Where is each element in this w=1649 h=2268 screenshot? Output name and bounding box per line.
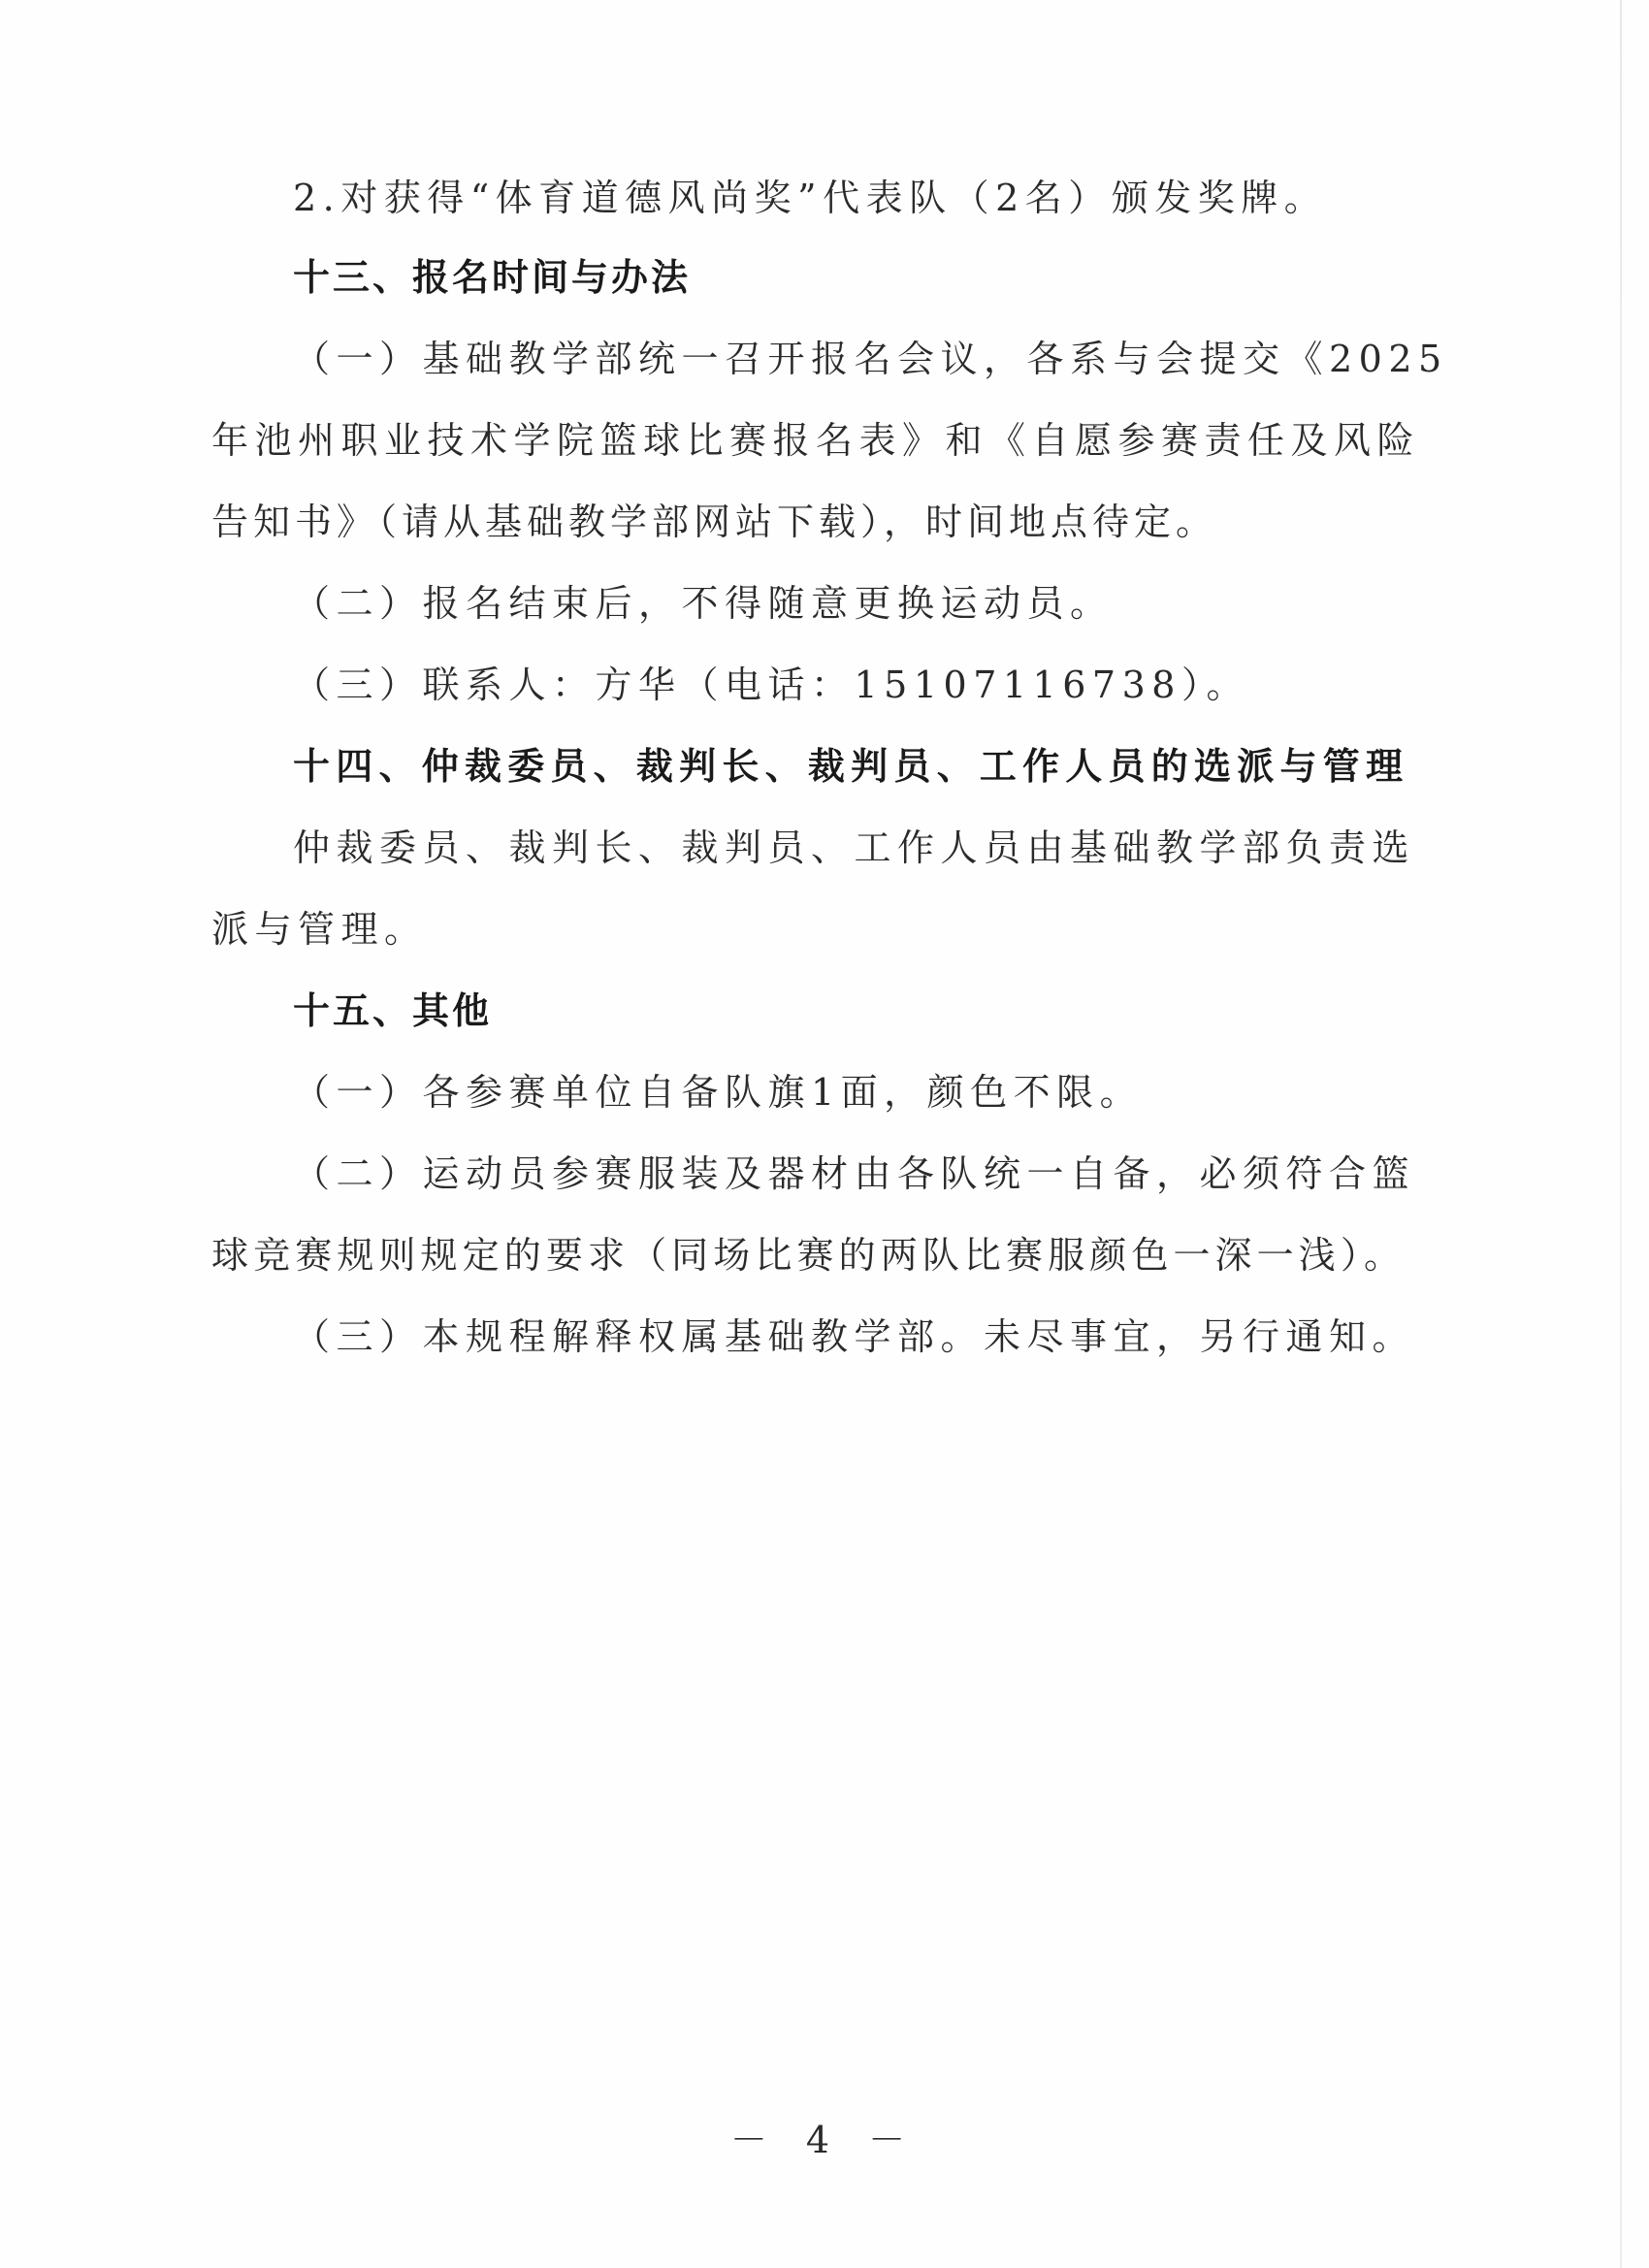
section-15-item-2-line-1: （二）运动员参赛服装及器材由各队统一自备，必须符合篮: [293, 1152, 1416, 1195]
section-14-heading: 十四、仲裁委员、裁判长、裁判员、工作人员的选派与管理: [293, 745, 1404, 788]
section-15-heading: 十五、其他: [293, 989, 493, 1032]
award-item-2: 2.对获得“体育道德风尚奖”代表队（2名）颁发奖牌。: [293, 177, 1328, 219]
section-13-item-2: （二）报名结束后，不得随意更换运动员。: [293, 582, 1114, 625]
scan-edge: [1620, 0, 1622, 2268]
section-14-body-line-1: 仲裁委员、裁判长、裁判员、工作人员由基础教学部负责选: [293, 826, 1416, 869]
section-15-item-1: （一）各参赛单位自备队旗1面，颜色不限。: [293, 1071, 1144, 1114]
section-13-item-1-line-1: （一）基础教学部统一召开报名会议，各系与会提交《2025: [293, 338, 1448, 380]
page-number: － 4 －: [729, 2119, 920, 2161]
section-13-heading: 十三、报名时间与办法: [293, 256, 692, 299]
section-13-item-1-line-3: 告知书》（请从基础教学部网站下载），时间地点待定。: [211, 501, 1218, 543]
section-13-item-3: （三）联系人：方华（电话：15107116738）。: [293, 664, 1249, 706]
section-15-item-2-line-2: 球竞赛规则规定的要求（同场比赛的两队比赛服颜色一深一浅）。: [211, 1234, 1403, 1277]
section-13-item-1-line-2: 年池州职业技术学院篮球比赛报名表》和《自愿参赛责任及风险: [211, 419, 1421, 462]
section-14-body-line-2: 派与管理。: [211, 908, 428, 951]
section-15-item-3: （三）本规程解释权属基础教学部。未尽事宜，另行通知。: [293, 1315, 1416, 1358]
